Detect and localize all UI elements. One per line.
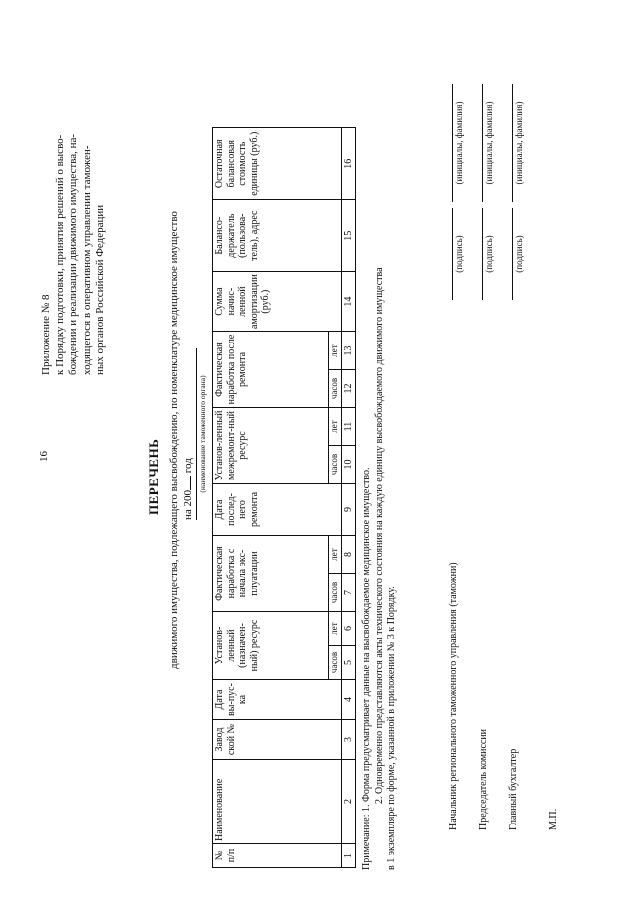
- document-title: ПЕРЕЧЕНЬ: [146, 438, 161, 515]
- document-subtitle: движимого имущества, подлежащего высвобождению, по номенклатуре медицинское имущество: [168, 211, 180, 669]
- table-header-row: [213, 128, 329, 868]
- appendix-reference: [40, 35, 108, 375]
- note-2: 2. Одновременно представляются акты технического состояния на каждую единицу высвобождаемого движимого имущества: [373, 267, 385, 804]
- col-header-last-repair: Дата послед-него ремонта: [213, 484, 342, 536]
- column-number: 5: [341, 646, 356, 680]
- signature-chair-label: Председатель комиссии: [478, 728, 489, 830]
- subheader-hours: часов: [329, 370, 342, 408]
- year-line: [182, 458, 194, 520]
- column-number: 3: [341, 720, 356, 760]
- appendix-line: ных органов Российской Федерации: [94, 204, 106, 375]
- appendix-line: Приложение № 8: [40, 294, 52, 375]
- column-number: 9: [341, 484, 356, 536]
- note-3: в 1 экземпляре по форме, указанной в приложении № 3 к Порядку.: [386, 586, 397, 870]
- column-number: 16: [341, 128, 356, 200]
- column-number: 6: [341, 612, 356, 646]
- note-1: Примечание: 1. Форма предусматривает данные на высвобождаемое медицинское имущество.: [361, 467, 372, 870]
- col-header-depreciation: Сумма начис-ленной амортизации (руб.): [213, 272, 342, 332]
- subheader-years: лет: [329, 332, 342, 370]
- col-header-actual-operation: Фактическая наработка с начала экс-плуатации: [213, 536, 329, 612]
- col-header-serial: Завод ской №: [213, 720, 342, 760]
- column-number: 4: [341, 680, 356, 720]
- column-number: 7: [341, 574, 356, 612]
- column-number: 10: [341, 446, 356, 484]
- col-header-overhaul-resource: Установ-ленный межремонт-ный ресурс: [213, 408, 329, 484]
- signature-accountant-sign: (подпись): [512, 208, 524, 300]
- col-header-number: № п/п: [213, 844, 342, 868]
- table-column-number-row: [341, 128, 356, 868]
- subheader-hours: часов: [329, 646, 342, 680]
- subheader-hours: часов: [329, 446, 342, 484]
- asset-list-table: [212, 127, 356, 868]
- year-suffix: год: [182, 458, 194, 474]
- signature-chair-name: (инициалы, фамилия): [482, 84, 494, 202]
- page-number: 16: [38, 451, 50, 462]
- column-number: 15: [341, 200, 356, 272]
- col-header-holder: Балансо-держатель (пользова-тель), адрес: [213, 200, 342, 272]
- seal-placeholder: М.П.: [548, 808, 559, 830]
- column-number: 12: [341, 370, 356, 408]
- column-number: 2: [341, 760, 356, 844]
- signature-chair-sign: (подпись): [482, 208, 494, 300]
- subheader-years: лет: [329, 612, 342, 646]
- signature-accountant-name: (инициалы, фамилия): [512, 84, 524, 202]
- col-header-release-date: Дата вы-пус-ка: [213, 680, 342, 720]
- column-number: 8: [341, 536, 356, 574]
- column-number: 13: [341, 332, 356, 370]
- col-header-after-repair: Фактическая наработка после ремонта: [213, 332, 329, 408]
- appendix-line: к Порядку подготовки, принятия решений о высво-: [53, 134, 66, 375]
- appendix-line: бождении и реализации движимого имущества, на-: [67, 133, 79, 375]
- column-number: 14: [341, 272, 356, 332]
- col-header-residual-value: Остаточная балансовая стоимость единицы (руб.): [213, 128, 342, 200]
- appendix-line: ходящегося в оперативном управлении таможен-: [80, 145, 93, 375]
- org-name-caption: (наименование таможенного органа): [196, 348, 207, 520]
- signature-accountant-label: Главный бухгалтер: [508, 748, 519, 830]
- column-number: 1: [341, 844, 356, 868]
- subheader-hours: часов: [329, 574, 342, 612]
- col-header-rated-resource: Установ-ленный (назначен-ный) ресурс: [213, 612, 329, 680]
- subheader-years: лет: [329, 536, 342, 574]
- column-number: 11: [341, 408, 356, 446]
- notes: [361, 40, 399, 870]
- signature-head-label: Начальник регионального таможенного управления (таможни): [448, 562, 459, 830]
- signature-head-name: (инициалы, фамилия): [452, 84, 464, 202]
- year-blank: [190, 476, 191, 490]
- signature-head-sign: (подпись): [452, 208, 464, 300]
- year-prefix: на 200: [182, 489, 194, 520]
- col-header-name: Наименование: [213, 760, 342, 844]
- subheader-years: лет: [329, 408, 342, 446]
